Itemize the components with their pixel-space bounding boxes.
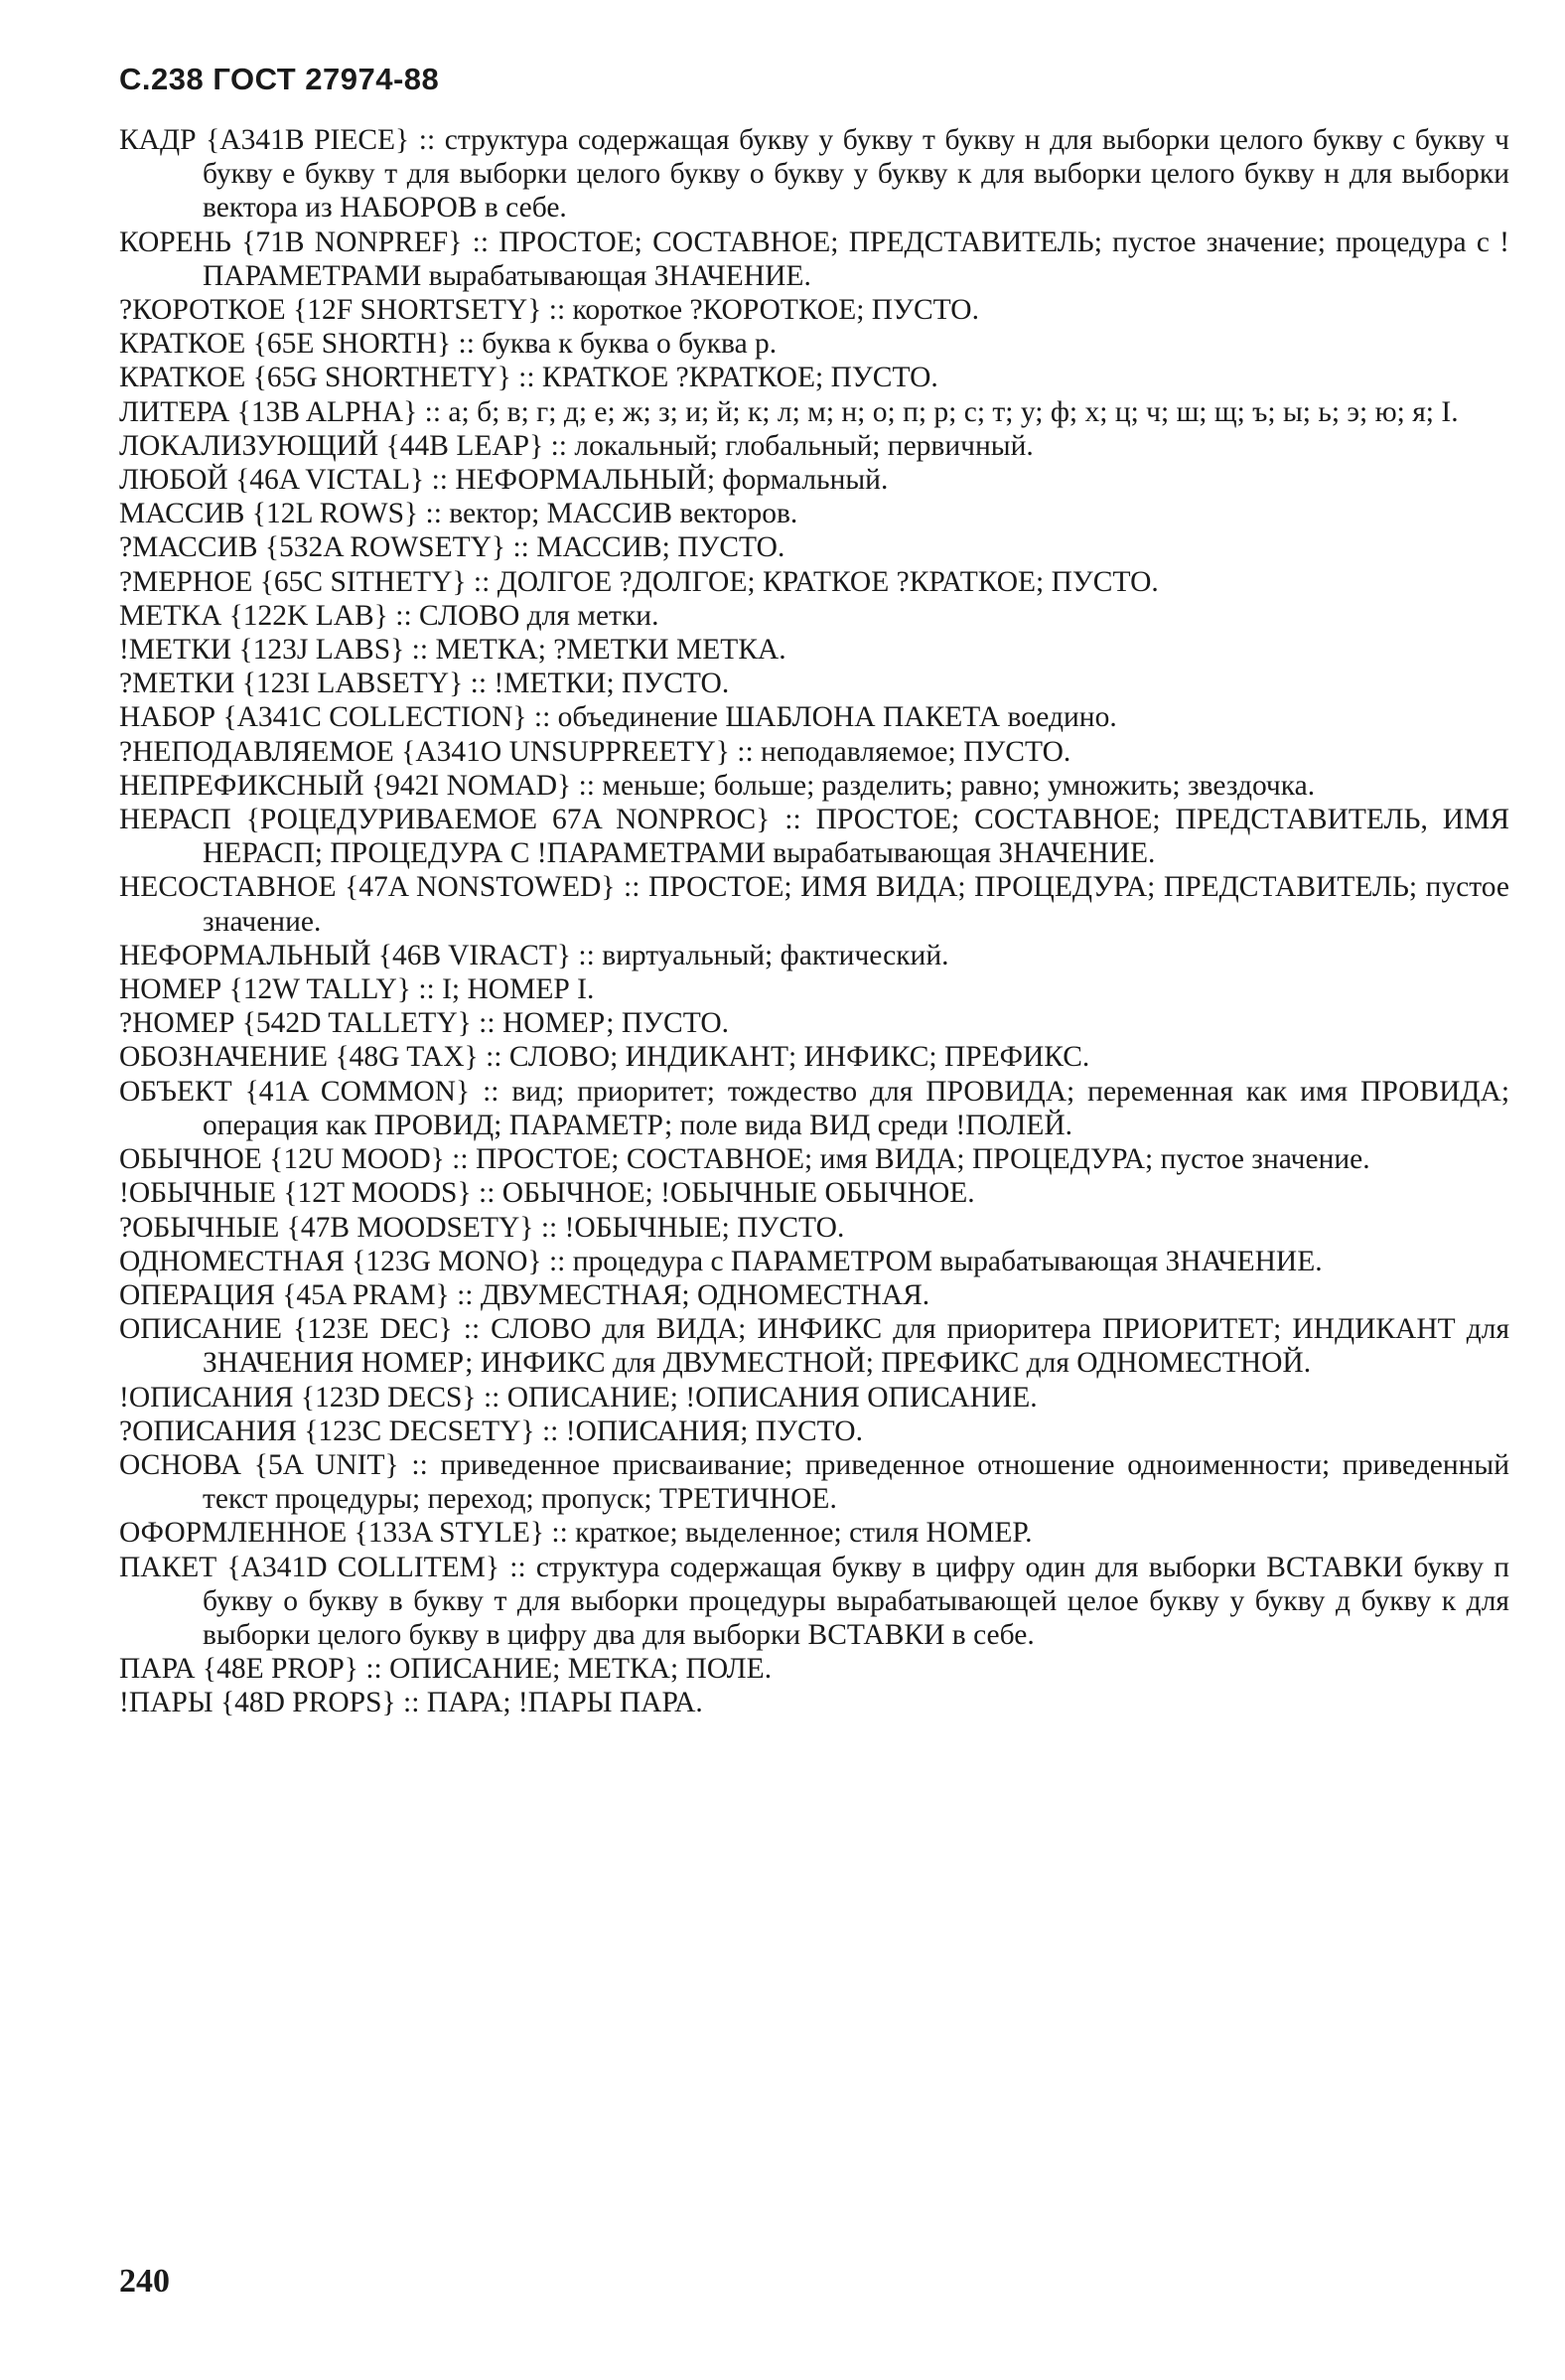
entry-code: {A341O UNSUPPREETY} (401, 735, 730, 768)
entry-term: НЕФОРМАЛЬНЫЙ (119, 939, 371, 971)
glossary-entry (119, 530, 1509, 564)
entry-term: КОРЕНЬ (119, 225, 231, 258)
entry-term: ?НОМЕР (119, 1007, 235, 1040)
glossary-entry (119, 1278, 1509, 1312)
entry-term: ОПИСАНИЕ (119, 1313, 283, 1346)
glossary-entries (119, 123, 1509, 1720)
glossary-entry (119, 225, 1509, 293)
entry-code: {A341D COLLITEM} (226, 1551, 500, 1583)
entry-term: !ОПИСАНИЯ (119, 1381, 294, 1413)
entry-code: {46A VICTAL} (235, 464, 425, 497)
entry-code: {5A UNIT} (253, 1448, 399, 1481)
glossary-entry (119, 939, 1509, 972)
entry-term: КРАТКОЕ (119, 328, 246, 361)
entry-term: ?КОРОТКОЕ (119, 294, 286, 327)
entry-term: ?ОПИСАНИЯ (119, 1414, 297, 1447)
entry-code: {47A NONSTOWED} (345, 871, 616, 904)
entry-code: {65C SITHETY} (259, 565, 467, 598)
entry-term: ОСНОВА (119, 1448, 242, 1481)
entry-definition: :: ДОЛГОЕ ?ДОЛГОЕ; КРАТКОЕ ?КРАТКОЕ; ПУСТО. (473, 565, 1159, 598)
entry-code: {РОЦЕДУРИВАЕМОЕ 67A NONPROC} (245, 804, 771, 836)
entry-term: МАССИВ (119, 498, 245, 530)
entry-definition: :: а; б; в; г; д; е; ж; з; и; й; к; л; м; н; о; п; р; с; т; у; ф; х; ц; ч; ш; щ; ъ; ы; ь; э; ю; я; I. (424, 395, 1459, 428)
entry-term: !ОБЫЧНЫЕ (119, 1177, 277, 1210)
entry-term: ?МЕРНОЕ (119, 565, 253, 598)
entry-code: {47B MOODSETY} (286, 1211, 534, 1244)
entry-definition: :: ДВУМЕСТНАЯ; ОДНОМЕСТНАЯ. (457, 1278, 930, 1311)
glossary-entry (119, 803, 1509, 870)
entry-code: {12F SHORTSETY} (293, 294, 542, 327)
entry-definition: :: локальный; глобальный; первичный. (550, 429, 1034, 462)
glossary-entry (119, 769, 1509, 803)
entry-term: ОПЕРАЦИЯ (119, 1278, 275, 1311)
entry-definition: :: !ОПИСАНИЯ; ПУСТО. (541, 1414, 863, 1447)
glossary-entry (119, 1211, 1509, 1245)
glossary-entry (119, 1414, 1509, 1448)
entry-code: {12T MOODS} (283, 1177, 472, 1210)
glossary-entry (119, 463, 1509, 497)
glossary-entry (119, 1551, 1509, 1653)
entry-term: НЕСОСТАВНОЕ (119, 871, 337, 904)
entry-code: {44B LEAP} (385, 429, 544, 462)
entry-term: ?МАССИВ (119, 531, 258, 564)
entry-code: {942I NOMAD} (371, 769, 572, 802)
entry-definition: :: ПРОСТОЕ; ИМЯ ВИДА; ПРОЦЕДУРА; ПРЕДСТАВИТЕЛЬ; пустое значение. (203, 871, 1510, 938)
glossary-entry (119, 327, 1509, 361)
entry-definition: :: !МЕТКИ; ПУСТО. (470, 668, 730, 700)
entry-definition: :: НЕФОРМАЛЬНЫЙ; формальный. (431, 464, 889, 497)
entry-code: {123D DECS} (300, 1381, 477, 1413)
entry-definition: :: ОПИСАНИЕ; !ОПИСАНИЯ ОПИСАНИЕ. (483, 1381, 1038, 1413)
glossary-entry (119, 1652, 1509, 1686)
entry-code: {48D PROPS} (219, 1687, 396, 1719)
entry-term: ОБЪЕКТ (119, 1075, 232, 1108)
entry-definition: :: виртуальный; фактический. (578, 939, 949, 971)
glossary-entry (119, 1686, 1509, 1719)
entry-definition: :: вектор; МАССИВ векторов. (425, 498, 798, 530)
glossary-entry (119, 361, 1509, 394)
entry-code: {71B NONPREF} (241, 225, 463, 258)
entry-code: {123E DEC} (293, 1313, 453, 1346)
entry-definition: :: СЛОВО для метки. (395, 599, 659, 632)
entry-term: ОФОРМЛЕННОЕ (119, 1517, 348, 1550)
entry-definition: :: СЛОВО для ВИДА; ИНФИКС для приоритера ПРИОРИТЕТ; ИНДИКАНТ для ЗНАЧЕНИЯ НОМЕР; ИНФИКС для ДВУМЕСТНОЙ; ПРЕФИКС для ОДНОМЕСТНОЙ. (203, 1313, 1510, 1380)
entry-code: {41A COMMON} (244, 1075, 471, 1108)
entry-term: ПАКЕТ (119, 1551, 217, 1583)
glossary-entry (119, 870, 1509, 938)
glossary-entry (119, 1006, 1509, 1040)
glossary-entry (119, 497, 1509, 530)
glossary-entry (119, 633, 1509, 667)
glossary-entry (119, 395, 1509, 429)
entry-code: {123I LABSETY} (241, 668, 464, 700)
entry-code: {48G TAX} (335, 1041, 479, 1074)
entry-definition: :: ОПИСАНИЕ; МЕТКА; ПОЛЕ. (365, 1653, 773, 1686)
glossary-entry (119, 1312, 1509, 1380)
glossary-entry (119, 599, 1509, 633)
glossary-entry (119, 972, 1509, 1006)
entry-code: {12L ROWS} (251, 498, 419, 530)
entry-term: КРАТКОЕ (119, 362, 246, 394)
glossary-entry (119, 1516, 1509, 1550)
entry-definition: :: НОМЕР; ПУСТО. (479, 1007, 730, 1040)
glossary-entry (119, 565, 1509, 599)
glossary-entry (119, 667, 1509, 700)
entry-definition: :: структура содержащая букву у букву т букву н для выборки целого букву с букву ч букву е букву т для выборки целого букву о букву у букву к для выборки целого букву н для выборки вектора из НАБОРОВ в себе. (203, 124, 1509, 224)
entry-definition: :: процедура с ПАРАМЕТРОМ вырабатывающая ЗНАЧЕНИЕ. (548, 1245, 1323, 1277)
entry-term: ЛЮБОЙ (119, 464, 228, 497)
entry-term: ОДНОМЕСТНАЯ (119, 1245, 345, 1277)
entry-code: {123J LABS} (238, 634, 405, 667)
entry-definition: :: ПРОСТОЕ; СОСТАВНОЕ; ПРЕДСТАВИТЕЛЬ, ИМЯ НЕРАСП; ПРОЦЕДУРА С !ПАРАМЕТРАМИ вырабатывающая ЗНАЧЕНИЕ. (203, 804, 1510, 870)
entry-code: {122K LAB} (228, 599, 388, 632)
glossary-entry (119, 1381, 1509, 1414)
entry-code: {65E SHORTH} (252, 328, 452, 361)
entry-definition: :: МАССИВ; ПУСТО. (512, 531, 785, 564)
entry-definition: :: буква к буква о буква р. (458, 328, 778, 361)
entry-term: ?МЕТКИ (119, 668, 235, 700)
entry-definition: :: меньше; больше; разделить; равно; умножить; звездочка. (578, 769, 1316, 802)
entry-code: {133A STYLE} (354, 1517, 544, 1550)
entry-definition: :: краткое; выделенное; стиля НОМЕР. (551, 1517, 1033, 1550)
entry-term: ОБЫЧНОЕ (119, 1143, 262, 1176)
entry-definition: :: I; НОМЕР I. (418, 973, 595, 1006)
entry-code: {12W TALLY} (228, 973, 411, 1006)
entry-term: ЛИТЕРА (119, 395, 230, 428)
entry-code: {A341B PIECE} (206, 124, 410, 156)
entry-term: КАДР (119, 124, 197, 156)
glossary-entry (119, 700, 1509, 734)
glossary-entry (119, 1245, 1509, 1278)
entry-definition: :: СЛОВО; ИНДИКАНТ; ИНФИКС; ПРЕФИКС. (486, 1041, 1090, 1074)
entry-definition: :: !ОБЫЧНЫЕ; ПУСТО. (540, 1211, 845, 1244)
glossary-entry (119, 1075, 1509, 1142)
entry-code: {542D TALLETY} (241, 1007, 472, 1040)
entry-code: {532A ROWSETY} (264, 531, 506, 564)
entry-term: ?ОБЫЧНЫЕ (119, 1211, 280, 1244)
entry-term: НЕПРЕФИКСНЫЙ (119, 769, 364, 802)
entry-code: {123G MONO} (352, 1245, 542, 1277)
page-header: С.238 ГОСТ 27974-88 (119, 62, 440, 96)
entry-term: !ПАРЫ (119, 1687, 213, 1719)
page-number: 240 (119, 2263, 170, 2300)
entry-term: НОМЕР (119, 973, 222, 1006)
entry-definition: :: ПРОСТОЕ; СОСТАВНОЕ; имя ВИДА; ПРОЦЕДУРА; пустое значение. (452, 1143, 1370, 1176)
entry-code: {45A PRAM} (282, 1278, 450, 1311)
entry-term: ЛОКАЛИЗУЮЩИЙ (119, 429, 379, 462)
glossary-entry (119, 1176, 1509, 1210)
entry-definition: :: короткое ?КОРОТКОЕ; ПУСТО. (548, 294, 979, 327)
entry-code: {123C DECSETY} (304, 1414, 535, 1447)
entry-definition: :: приведенное присваивание; приведенное отношение одноименности; приведенный текст процедуры; переход; пропуск; ТРЕТИЧНОЕ. (203, 1448, 1510, 1516)
entry-definition: :: объединение ШАБЛОНА ПАКЕТА воедино. (533, 701, 1117, 734)
glossary-entry (119, 1040, 1509, 1074)
entry-code: {13B ALPHA} (236, 395, 418, 428)
glossary-entry (119, 1142, 1509, 1176)
entry-term: НАБОР (119, 701, 216, 734)
entry-definition: :: ОБЫЧНОЕ; !ОБЫЧНЫЕ ОБЫЧНОЕ. (479, 1177, 975, 1210)
glossary-entry (119, 123, 1509, 225)
entry-code: {65G SHORTHETY} (252, 362, 511, 394)
entry-definition: :: структура содержащая букву в цифру один для выборки ВСТАВКИ букву п букву о букву в букву т для выборки процедуры вырабатывающей целое букву у букву д букву к для выборки целого букву в цифру два для выборки ВСТАВКИ в себе. (203, 1551, 1510, 1651)
entry-term: ПАРА (119, 1653, 196, 1686)
entry-code: {46B VIRACT} (377, 939, 572, 971)
entry-definition: :: МЕТКА; ?МЕТКИ МЕТКА. (411, 634, 786, 667)
glossary-entry (119, 293, 1509, 327)
glossary-entry (119, 1448, 1509, 1516)
entry-definition: :: ПРОСТОЕ; СОСТАВНОЕ; ПРЕДСТАВИТЕЛЬ; пустое значение; процедура с !ПАРАМЕТРАМИ вырабатывающая ЗНАЧЕНИЕ. (203, 225, 1510, 292)
entry-code: {A341C COLLECTION} (222, 701, 527, 734)
entry-term: НЕРАСП (119, 804, 231, 836)
entry-term: МЕТКА (119, 599, 222, 632)
entry-term: !МЕТКИ (119, 634, 232, 667)
entry-term: ОБОЗНАЧЕНИЕ (119, 1041, 329, 1074)
entry-definition: :: неподавляемое; ПУСТО. (737, 735, 1071, 768)
entry-definition: :: вид; приоритет; тождество для ПРОВИДА; переменная как имя ПРОВИДА; операция как ПРОВИД; ПАРАМЕТР; поле вида ВИД среди !ПОЛЕЙ. (203, 1075, 1510, 1141)
entry-term: ?НЕПОДАВЛЯЕМОЕ (119, 735, 394, 768)
glossary-entry (119, 735, 1509, 769)
entry-code: {12U MOOD} (269, 1143, 445, 1176)
glossary-entry (119, 429, 1509, 463)
entry-definition: :: ПАРА; !ПАРЫ ПАРА. (403, 1687, 703, 1719)
entry-code: {48E PROP} (202, 1653, 358, 1686)
entry-definition: :: КРАТКОЕ ?КРАТКОЕ; ПУСТО. (518, 362, 938, 394)
